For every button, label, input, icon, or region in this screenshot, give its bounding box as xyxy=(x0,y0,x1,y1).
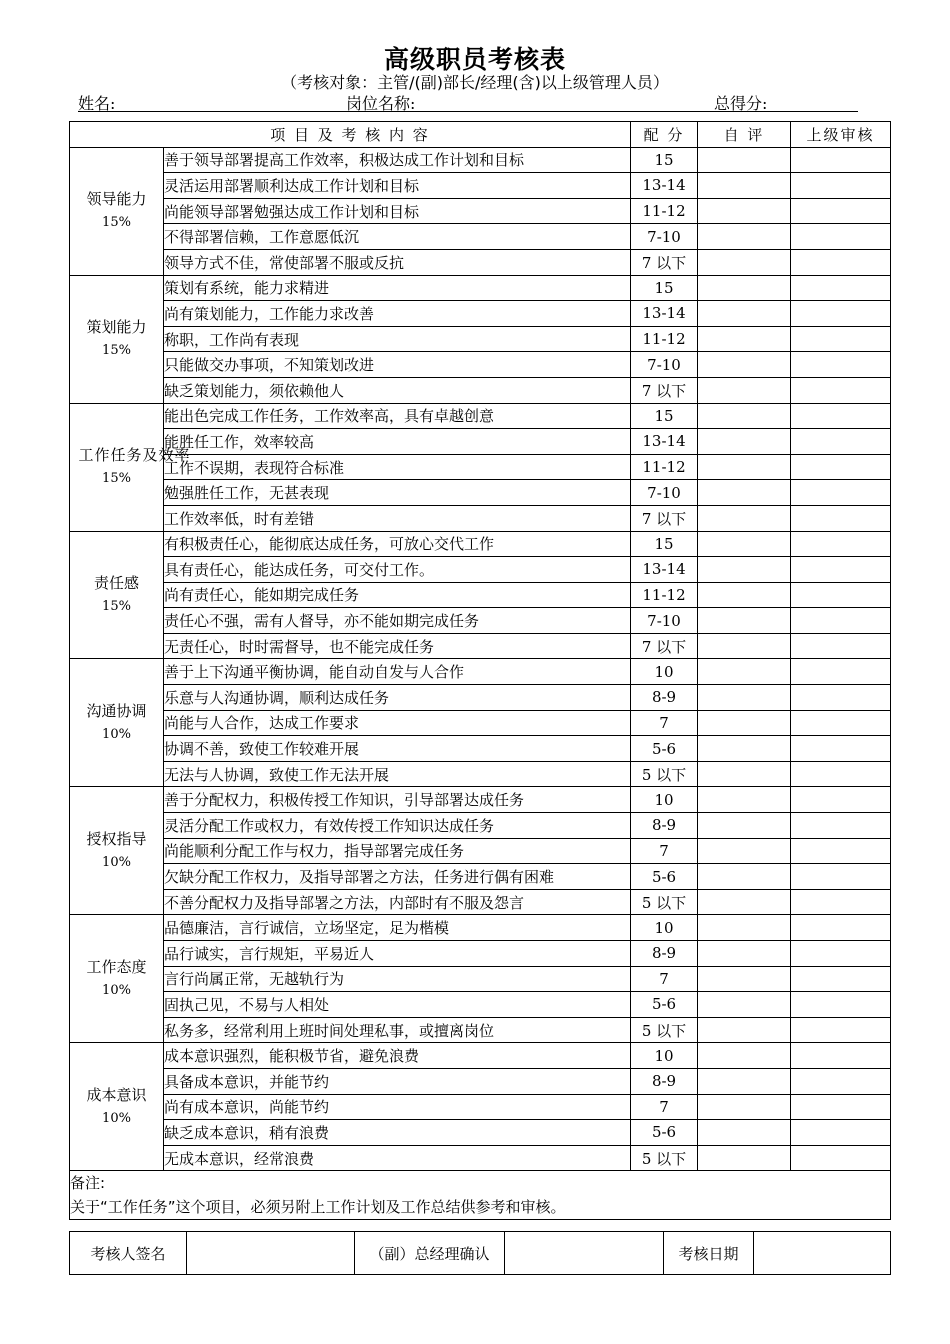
supervisor-review-cell[interactable] xyxy=(791,224,891,250)
criterion-score: 13-14 xyxy=(631,429,698,455)
supervisor-review-cell[interactable] xyxy=(791,429,891,455)
self-eval-cell[interactable] xyxy=(698,505,791,531)
self-eval-cell[interactable] xyxy=(698,454,791,480)
category-cell xyxy=(70,1043,164,1171)
self-eval-cell[interactable] xyxy=(698,864,791,890)
supervisor-review-cell[interactable] xyxy=(791,710,891,736)
category-name: 工作任务及效率 xyxy=(78,446,191,465)
self-eval-cell[interactable] xyxy=(698,710,791,736)
criterion-score: 5-6 xyxy=(631,736,698,762)
criterion-text: 具有责任心，能达成任务，可交付工作。 xyxy=(164,557,631,583)
supervisor-review-cell[interactable] xyxy=(791,813,891,839)
assessor-label: 考核人签名 xyxy=(70,1232,187,1275)
name-label: 姓名: xyxy=(78,94,116,113)
criterion-score: 7-10 xyxy=(631,224,698,250)
criterion-score: 15 xyxy=(631,147,698,173)
criterion-score: 5 以下 xyxy=(631,1145,698,1171)
category-cell xyxy=(70,531,164,659)
self-eval-cell[interactable] xyxy=(698,633,791,659)
self-eval-cell[interactable] xyxy=(698,301,791,327)
category-weight: 15% xyxy=(102,343,131,359)
criterion-score: 15 xyxy=(631,403,698,429)
supervisor-review-cell[interactable] xyxy=(791,454,891,480)
criterion-score: 5 以下 xyxy=(631,889,698,915)
self-eval-cell[interactable] xyxy=(698,326,791,352)
supervisor-review-cell[interactable] xyxy=(791,1043,891,1069)
criterion-score: 7-10 xyxy=(631,608,698,634)
table-row xyxy=(70,301,891,327)
gm-confirm-label: （副）总经理确认 xyxy=(355,1232,505,1275)
header-row xyxy=(70,122,891,148)
category-name: 工作态度 xyxy=(86,957,147,976)
self-eval-cell[interactable] xyxy=(698,761,791,787)
criterion-score: 5-6 xyxy=(631,864,698,890)
criterion-text: 善于领导部署提高工作效率，积极达成工作计划和目标 xyxy=(164,147,631,173)
table-row xyxy=(70,224,891,250)
category-weight: 15% xyxy=(102,598,131,614)
self-eval-cell[interactable] xyxy=(698,736,791,762)
form-title: 高级职员考核表 xyxy=(383,45,566,74)
criterion-score: 7-10 xyxy=(631,352,698,378)
table-row xyxy=(70,1068,891,1094)
category-weight: 10% xyxy=(102,982,131,998)
criterion-text: 尚有成本意识，尚能节约 xyxy=(164,1094,631,1120)
criterion-text: 尚有责任心，能如期完成任务 xyxy=(164,582,631,608)
supervisor-review-cell[interactable] xyxy=(791,1094,891,1120)
category-name: 成本意识 xyxy=(86,1085,147,1104)
table-row xyxy=(70,838,891,864)
supervisor-review-cell[interactable] xyxy=(791,275,891,301)
table-row xyxy=(70,889,891,915)
criterion-text: 乐意与人沟通协调，顺利达成任务 xyxy=(164,685,631,711)
criterion-score: 15 xyxy=(631,531,698,557)
self-eval-cell[interactable] xyxy=(698,941,791,967)
criterion-score: 13-14 xyxy=(631,301,698,327)
criterion-score: 8-9 xyxy=(631,813,698,839)
criterion-score: 11-12 xyxy=(631,454,698,480)
table-row xyxy=(70,249,891,275)
criterion-text: 只能做交办事项，不知策划改进 xyxy=(164,352,631,378)
criterion-text: 尚能领导部署勉强达成工作计划和目标 xyxy=(164,198,631,224)
criterion-score: 15 xyxy=(631,275,698,301)
table-row xyxy=(70,992,891,1018)
self-eval-cell[interactable] xyxy=(698,275,791,301)
self-eval-cell[interactable] xyxy=(698,787,791,813)
criterion-text: 具备成本意识，并能节约 xyxy=(164,1068,631,1094)
criterion-text: 称职，工作尚有表现 xyxy=(164,326,631,352)
table-row xyxy=(70,659,891,685)
criterion-text: 私务多，经常利用上班时间处理私事，或擅离岗位 xyxy=(164,1017,631,1043)
table-row xyxy=(70,1017,891,1043)
supervisor-review-cell[interactable] xyxy=(791,557,891,583)
self-eval-cell[interactable] xyxy=(698,429,791,455)
criterion-text: 固执己见，不易与人相处 xyxy=(164,992,631,1018)
criterion-text: 工作效率低，时有差错 xyxy=(164,505,631,531)
category-name: 领导能力 xyxy=(86,190,147,209)
category-cell xyxy=(70,147,164,275)
criterion-text: 尚能与人合作，达成工作要求 xyxy=(164,710,631,736)
category-weight: 15% xyxy=(102,215,131,231)
supervisor-review-cell[interactable] xyxy=(791,326,891,352)
category-cell xyxy=(70,915,164,1043)
criterion-text: 灵活分配工作或权力，有效传授工作知识达成任务 xyxy=(164,813,631,839)
category-name: 授权指导 xyxy=(86,829,147,848)
table-row xyxy=(70,915,891,941)
criterion-score: 7 以下 xyxy=(631,633,698,659)
table-row xyxy=(70,326,891,352)
criterion-text: 灵活运用部署顺利达成工作计划和目标 xyxy=(164,173,631,199)
table-row xyxy=(70,1120,891,1146)
self-eval-cell[interactable] xyxy=(698,557,791,583)
supervisor-review-cell[interactable] xyxy=(791,531,891,557)
supervisor-review-cell[interactable] xyxy=(791,377,891,403)
table-row xyxy=(70,633,891,659)
supervisor-review-cell[interactable] xyxy=(791,198,891,224)
criterion-score: 5-6 xyxy=(631,992,698,1018)
remarks-label: 备注: xyxy=(70,1174,106,1193)
supervisor-review-cell[interactable] xyxy=(791,787,891,813)
self-eval-cell[interactable] xyxy=(698,915,791,941)
table-row xyxy=(70,787,891,813)
header-self: 自 评 xyxy=(698,122,791,148)
table-row xyxy=(70,173,891,199)
table-row xyxy=(70,1043,891,1069)
criterion-text: 无法与人协调，致使工作无法开展 xyxy=(164,761,631,787)
criterion-text: 勉强胜任工作，无甚表现 xyxy=(164,480,631,506)
assessor-field[interactable] xyxy=(187,1232,355,1275)
total-score-label: 总得分: xyxy=(714,94,768,113)
table-row xyxy=(70,864,891,890)
header-score: 配 分 xyxy=(631,122,698,148)
criterion-score: 11-12 xyxy=(631,198,698,224)
supervisor-review-cell[interactable] xyxy=(791,761,891,787)
self-eval-cell[interactable] xyxy=(698,1120,791,1146)
criterion-score: 5 以下 xyxy=(631,1017,698,1043)
category-weight: 10% xyxy=(102,726,131,742)
self-eval-cell[interactable] xyxy=(698,659,791,685)
self-eval-cell[interactable] xyxy=(698,1145,791,1171)
category-cell xyxy=(70,659,164,787)
criterion-text: 成本意识强烈，能积极节省，避免浪费 xyxy=(164,1043,631,1069)
table-row xyxy=(70,710,891,736)
signoff-table xyxy=(69,1231,891,1275)
self-eval-cell[interactable] xyxy=(698,992,791,1018)
table-row xyxy=(70,736,891,762)
criterion-score: 10 xyxy=(631,1043,698,1069)
criterion-text: 善于上下沟通平衡协调，能自动自发与人合作 xyxy=(164,659,631,685)
criterion-text: 协调不善，致使工作较难开展 xyxy=(164,736,631,762)
criterion-text: 责任心不强，需有人督导，亦不能如期完成任务 xyxy=(164,608,631,634)
supervisor-review-cell[interactable] xyxy=(791,301,891,327)
table-row xyxy=(70,429,891,455)
criterion-text: 领导方式不佳，常使部署不服或反抗 xyxy=(164,249,631,275)
self-eval-cell[interactable] xyxy=(698,198,791,224)
criterion-text: 有积极责任心，能彻底达成任务，可放心交代工作 xyxy=(164,531,631,557)
criterion-text: 工作不误期，表现符合标准 xyxy=(164,454,631,480)
category-name: 策划能力 xyxy=(86,318,147,337)
criterion-score: 7 xyxy=(631,838,698,864)
table-row xyxy=(70,454,891,480)
supervisor-review-cell[interactable] xyxy=(791,1120,891,1146)
table-row xyxy=(70,685,891,711)
criterion-text: 能胜任工作，效率较高 xyxy=(164,429,631,455)
table-row xyxy=(70,1145,891,1171)
table-row xyxy=(70,813,891,839)
criterion-text: 缺乏策划能力，须依赖他人 xyxy=(164,377,631,403)
header-supervisor: 上级审核 xyxy=(791,122,891,148)
supervisor-review-cell[interactable] xyxy=(791,1017,891,1043)
self-eval-cell[interactable] xyxy=(698,608,791,634)
criterion-score: 11-12 xyxy=(631,326,698,352)
criterion-score: 8-9 xyxy=(631,941,698,967)
table-row xyxy=(70,1094,891,1120)
supervisor-review-cell[interactable] xyxy=(791,838,891,864)
self-eval-cell[interactable] xyxy=(698,352,791,378)
table-row xyxy=(70,377,891,403)
self-eval-cell[interactable] xyxy=(698,249,791,275)
supervisor-review-cell[interactable] xyxy=(791,966,891,992)
category-cell xyxy=(70,787,164,915)
self-eval-cell[interactable] xyxy=(698,813,791,839)
self-eval-cell[interactable] xyxy=(698,377,791,403)
criterion-score: 13-14 xyxy=(631,173,698,199)
criterion-score: 7 xyxy=(631,966,698,992)
criterion-score: 10 xyxy=(631,787,698,813)
supervisor-review-cell[interactable] xyxy=(791,915,891,941)
table-row xyxy=(70,403,891,429)
table-row xyxy=(70,941,891,967)
supervisor-review-cell[interactable] xyxy=(791,249,891,275)
self-eval-cell[interactable] xyxy=(698,1017,791,1043)
criterion-score: 7 以下 xyxy=(631,377,698,403)
criterion-score: 7-10 xyxy=(631,480,698,506)
criterion-score: 13-14 xyxy=(631,557,698,583)
criterion-score: 10 xyxy=(631,659,698,685)
self-eval-cell[interactable] xyxy=(698,147,791,173)
self-eval-cell[interactable] xyxy=(698,531,791,557)
table-row xyxy=(70,198,891,224)
gm-confirm-field[interactable] xyxy=(505,1232,664,1275)
remarks-text: 关于“工作任务”这个项目，必须另附上工作计划及工作总结供参考和审核。 xyxy=(70,1198,566,1217)
criterion-text: 善于分配权力，积极传授工作知识，引导部署达成任务 xyxy=(164,787,631,813)
criterion-text: 品德廉洁，言行诚信，立场坚定，足为楷模 xyxy=(164,915,631,941)
supervisor-review-cell[interactable] xyxy=(791,1068,891,1094)
category-weight: 15% xyxy=(102,471,131,487)
category-cell xyxy=(70,275,164,403)
criterion-text: 无责任心，时时需督导，也不能完成任务 xyxy=(164,633,631,659)
form-subtitle: （考核对象：主管/(副)部长/经理(含)以上级管理人员） xyxy=(281,73,669,92)
supervisor-review-cell[interactable] xyxy=(791,608,891,634)
supervisor-review-cell[interactable] xyxy=(791,352,891,378)
supervisor-review-cell[interactable] xyxy=(791,633,891,659)
self-eval-cell[interactable] xyxy=(698,1068,791,1094)
supervisor-review-cell[interactable] xyxy=(791,941,891,967)
assessment-table xyxy=(69,121,891,1220)
category-weight: 10% xyxy=(102,1110,131,1126)
table-row xyxy=(70,531,891,557)
criterion-score: 7 xyxy=(631,710,698,736)
table-row xyxy=(70,761,891,787)
self-eval-cell[interactable] xyxy=(698,173,791,199)
self-eval-cell[interactable] xyxy=(698,838,791,864)
criterion-text: 不善分配权力及指导部署之方法，内部时有不服及怨言 xyxy=(164,889,631,915)
supervisor-review-cell[interactable] xyxy=(791,505,891,531)
supervisor-review-cell[interactable] xyxy=(791,736,891,762)
self-eval-cell[interactable] xyxy=(698,582,791,608)
self-eval-cell[interactable] xyxy=(698,889,791,915)
table-row xyxy=(70,275,891,301)
self-eval-cell[interactable] xyxy=(698,1094,791,1120)
supervisor-review-cell[interactable] xyxy=(791,147,891,173)
criterion-text: 言行尚属正常，无越轨行为 xyxy=(164,966,631,992)
table-row xyxy=(70,480,891,506)
supervisor-review-cell[interactable] xyxy=(791,480,891,506)
criterion-text: 策划有系统，能力求精进 xyxy=(164,275,631,301)
criterion-score: 5 以下 xyxy=(631,761,698,787)
criterion-text: 无成本意识，经常浪费 xyxy=(164,1145,631,1171)
table-row xyxy=(70,557,891,583)
category-cell xyxy=(70,403,191,531)
table-row xyxy=(70,352,891,378)
criterion-score: 7 xyxy=(631,1094,698,1120)
criterion-text: 品行诚实，言行规矩，平易近人 xyxy=(164,941,631,967)
criterion-text: 缺乏成本意识，稍有浪费 xyxy=(164,1120,631,1146)
self-eval-cell[interactable] xyxy=(698,403,791,429)
table-row xyxy=(70,966,891,992)
remarks-row xyxy=(70,1171,891,1220)
date-label: 考核日期 xyxy=(664,1232,754,1275)
table-row xyxy=(70,147,891,173)
category-name: 责任感 xyxy=(93,573,139,592)
date-field[interactable] xyxy=(754,1232,891,1275)
header-item: 项 目 及 考 核 内 容 xyxy=(70,122,631,148)
supervisor-review-cell[interactable] xyxy=(791,889,891,915)
self-eval-cell[interactable] xyxy=(698,1043,791,1069)
supervisor-review-cell[interactable] xyxy=(791,403,891,429)
position-label: 岗位名称: xyxy=(346,94,416,113)
supervisor-review-cell[interactable] xyxy=(791,1145,891,1171)
table-row xyxy=(70,608,891,634)
category-name: 沟通协调 xyxy=(86,701,147,720)
supervisor-review-cell[interactable] xyxy=(791,659,891,685)
self-eval-cell[interactable] xyxy=(698,224,791,250)
info-line xyxy=(78,90,858,112)
criterion-score: 5-6 xyxy=(631,1120,698,1146)
category-weight: 10% xyxy=(102,854,131,870)
criterion-score: 7 以下 xyxy=(631,249,698,275)
signoff-row xyxy=(70,1232,891,1275)
criterion-text: 不得部署信赖，工作意愿低沉 xyxy=(164,224,631,250)
criterion-score: 8-9 xyxy=(631,685,698,711)
criterion-score: 11-12 xyxy=(631,582,698,608)
supervisor-review-cell[interactable] xyxy=(791,864,891,890)
table-row xyxy=(70,582,891,608)
criterion-text: 能出色完成工作任务，工作效率高，具有卓越创意 xyxy=(164,403,631,429)
criterion-text: 尚能顺利分配工作与权力，指导部署完成任务 xyxy=(164,838,631,864)
self-eval-cell[interactable] xyxy=(698,480,791,506)
criterion-text: 尚有策划能力，工作能力求改善 xyxy=(164,301,631,327)
self-eval-cell[interactable] xyxy=(698,685,791,711)
table-row xyxy=(70,505,891,531)
supervisor-review-cell[interactable] xyxy=(791,582,891,608)
criterion-score: 10 xyxy=(631,915,698,941)
supervisor-review-cell[interactable] xyxy=(791,992,891,1018)
criterion-score: 8-9 xyxy=(631,1068,698,1094)
supervisor-review-cell[interactable] xyxy=(791,685,891,711)
self-eval-cell[interactable] xyxy=(698,966,791,992)
criterion-text: 欠缺分配工作权力，及指导部署之方法，任务进行偶有困难 xyxy=(164,864,631,890)
criterion-score: 7 以下 xyxy=(631,505,698,531)
remarks-cell xyxy=(70,1171,891,1220)
supervisor-review-cell[interactable] xyxy=(791,173,891,199)
